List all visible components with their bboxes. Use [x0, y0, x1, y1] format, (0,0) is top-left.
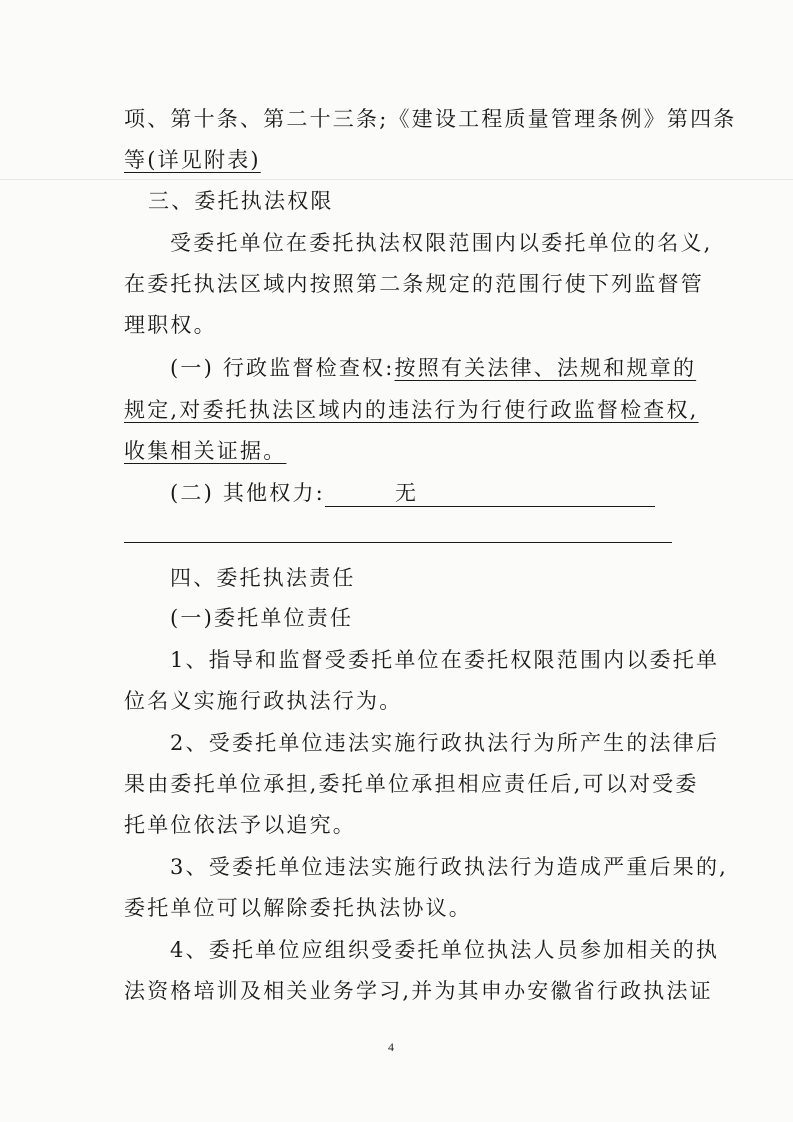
paragraph-line-1: 项、第十条、第二十三条;《建设工程质量管理条例》第四条	[124, 107, 737, 131]
paragraph-line-17: 托单位依法予以追究。	[124, 813, 356, 837]
paragraph-line-5: 在委托执法区域内按照第二条规定的范围行使下列监督管	[124, 272, 704, 296]
inspection-right-text: 按照有关法律、法规和规章的	[394, 356, 697, 380]
paragraph-line-10	[170, 478, 655, 508]
paragraph-line-8: 规定,对委托执法区域内的违法行为行使行政监督检查权,	[124, 398, 699, 422]
paragraph-line-15: 2、受委托单位违法实施行政执法行为所产生的法律后	[170, 731, 720, 755]
inspection-right-label: (一) 行政监督检查权:	[170, 356, 395, 380]
page-number: 4	[388, 1040, 394, 1054]
paragraph-line-18: 3、受委托单位违法实施行政执法行为造成严重后果的,	[170, 855, 729, 879]
blank-fill-line	[124, 542, 672, 543]
scan-fold-line	[0, 179, 793, 180]
section-heading-4: 四、委托执法责任	[170, 566, 356, 590]
section-heading-3: 三、委托执法权限	[148, 189, 334, 213]
other-powers-value: 无	[325, 480, 655, 507]
paragraph-line-7	[170, 353, 696, 383]
paragraph-line-2: 等(详见附表)	[124, 148, 261, 172]
paragraph-line-9: 收集相关证据。	[124, 439, 287, 463]
paragraph-line-13: 1、指导和监督受委托单位在委托权限范围内以委托单	[170, 648, 720, 672]
paragraph-line-19: 委托单位可以解除委托执法协议。	[124, 896, 472, 920]
paragraph-line-4: 受委托单位在委托执法权限范围内以委托单位的名义,	[170, 231, 713, 255]
other-powers-label: (二) 其他权力:	[170, 481, 325, 505]
paragraph-line-14: 位名义实施行政执法行为。	[124, 689, 403, 713]
subsection-heading: (一)委托单位责任	[170, 606, 354, 630]
paragraph-line-21: 法资格培训及相关业务学习,并为其申办安徽省行政执法证	[124, 979, 713, 1003]
paragraph-line-6: 理职权。	[124, 313, 217, 337]
paragraph-line-20: 4、委托单位应组织受委托单位执法人员参加相关的执	[170, 938, 720, 962]
paragraph-line-16: 果由委托单位承担,委托单位承担相应责任后,可以对受委	[124, 772, 699, 796]
